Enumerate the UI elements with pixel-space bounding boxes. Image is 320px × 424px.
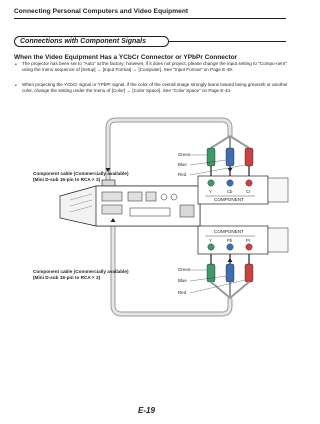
cable-callout-line: Component cable (Commercially available) (33, 269, 129, 274)
jack-label: Cr (246, 189, 251, 194)
arrow-down-icon (228, 168, 233, 172)
section-title: Connections with Component Signals (20, 37, 146, 45)
cable-callout-line: (Mini D-sub 15-pin to RCA × 3) (33, 177, 101, 183)
jack-label: Pr (246, 238, 251, 243)
bullet-text: The projector has been set to "Auto" at the factory; however, if it does not project, please change the input setting to "Compo-nent" using the menu sequence of [Setup] → [Input Format] → [Computer]. See "Input Format" on Page E-49. (22, 61, 287, 73)
rca-plug-blue-upper (226, 148, 234, 166)
bullet-marker: • (15, 61, 17, 68)
cable-callout-line: (Mini D-sub 15-pin to RCA × 3) (33, 275, 101, 281)
wire-label-blue: Blue (178, 278, 187, 283)
panel-title-lower: COMPONENT (214, 229, 244, 234)
jack-label: Cb (227, 189, 233, 194)
jack-label: Y (209, 189, 212, 194)
rca-plug-green-upper (207, 148, 215, 166)
wire-label-green: Green (178, 267, 191, 272)
wire-label-red: Red (178, 172, 187, 177)
running-header: Connecting Personal Computers and Video Equipment (14, 8, 189, 15)
subsection-heading: When the Video Equipment Has a YCbCr Connector or YPbPr Connector (14, 54, 238, 61)
cable-callout-line: Component cable (Commercially available) (33, 171, 129, 176)
jack-label: Pb (227, 238, 233, 243)
arrow-up-icon (228, 258, 233, 262)
panel-title-upper: COMPONENT (214, 197, 244, 202)
page-number: E-19 (138, 406, 155, 415)
rca-plug-green-lower (207, 264, 215, 282)
jack-label: Y (209, 238, 212, 243)
bullet-marker: • (15, 82, 17, 89)
rca-plug-red-lower (245, 264, 253, 282)
bullet-text: When projecting the YCbCr signal or YPbPr signal, if the color of the overall image strongly leans toward being greenish or another color, change the setting under the menu of [Color] → [Color Space]. See "Color Space" on Page E-44. (22, 82, 288, 94)
wire-label-green: Green (178, 152, 191, 157)
projector-illustration (60, 186, 200, 226)
rca-plug-red-upper (245, 148, 253, 166)
wire-label-red: Red (178, 290, 187, 295)
rca-plug-blue-lower (226, 264, 234, 282)
cable-callout-lower (33, 269, 129, 282)
cable-callout-upper (33, 171, 129, 184)
wire-label-blue: Blue (178, 162, 187, 167)
